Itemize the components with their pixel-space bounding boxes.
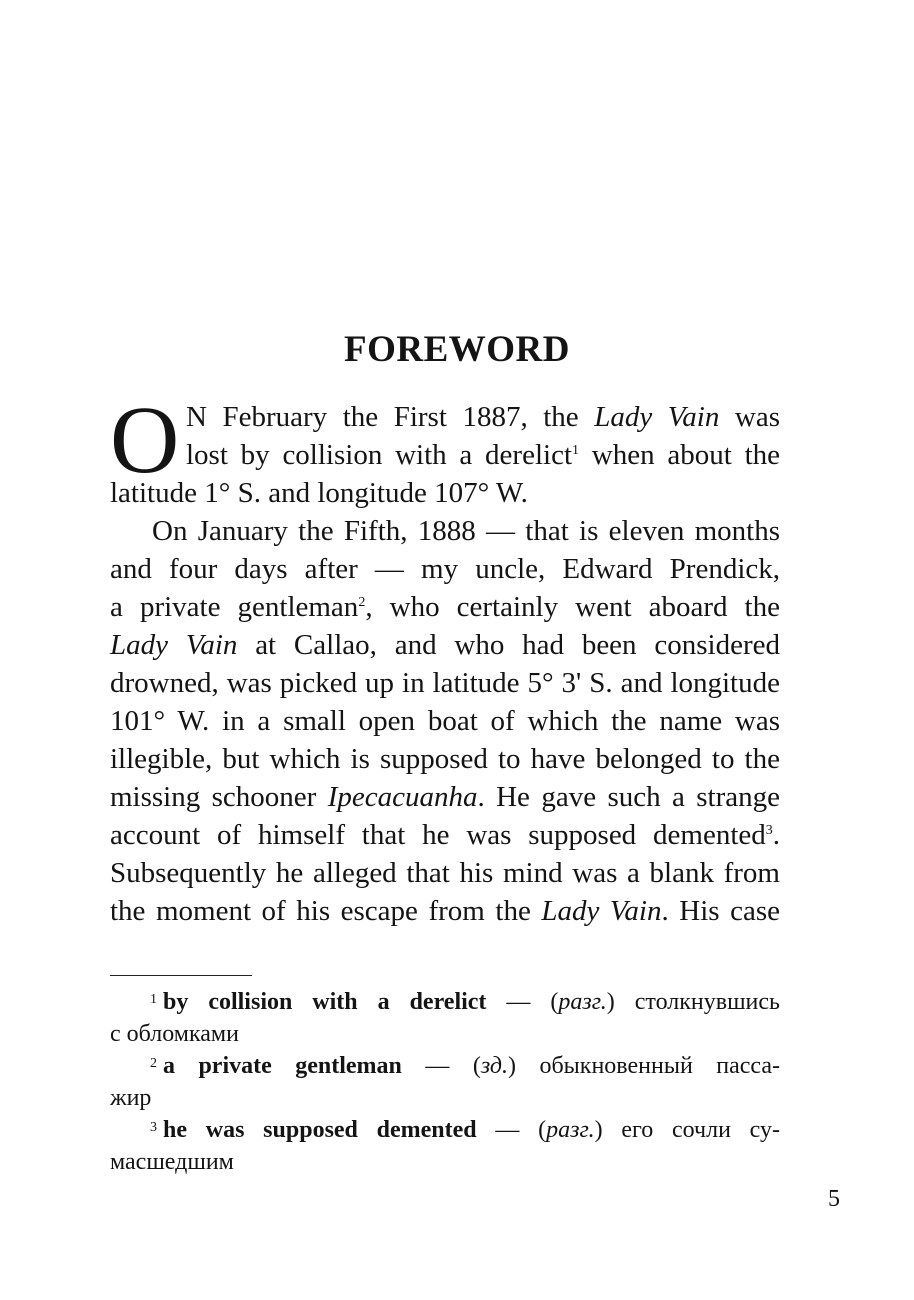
footnotes xyxy=(110,986,780,1178)
footnote-term: by collision with a derelict xyxy=(163,989,487,1015)
footnote-number: 1 xyxy=(150,992,157,1007)
footnote-line: $^1$ by collision with a derelict — (разг.) столкнувшись xyxy=(150,989,780,1015)
footnote-line: $^2$ a private gentleman — (зд.) обыкновенный пасса- xyxy=(150,1053,780,1079)
footnote-ref[interactable]: 1 xyxy=(572,443,580,458)
text-line: missing schooner Ipecacuanha. He gave such a strange xyxy=(110,781,780,813)
footnote-ref[interactable]: 2 xyxy=(358,595,366,610)
footnote-divider xyxy=(110,975,252,976)
text-line: 101° W. in a small open boat of which the name was xyxy=(110,705,780,737)
page-number: 5 xyxy=(828,1186,840,1212)
text-line: N February the First 1887, the Lady Vain was xyxy=(186,401,780,433)
text-line: drowned, was picked up in latitude 5° 3' S. and longitude xyxy=(110,667,780,699)
text-line: latitude 1° S. and longitude 107° W. xyxy=(110,477,528,509)
text-line: a private gentleman$^2$, who certainly went aboard the xyxy=(110,591,780,623)
footnote-term: a private gentleman xyxy=(163,1053,402,1079)
chapter-title: FOREWORD xyxy=(344,329,570,370)
text-line: On January the Fifth, 1888 — that is eleven months xyxy=(152,515,780,547)
footnote-line: с обломками xyxy=(110,1021,239,1047)
footnote-item xyxy=(110,1050,780,1114)
footnote-line: $^3$ he was supposed demented — (разг.) его сочли су- xyxy=(150,1117,781,1143)
footnote-term: he was supposed demented xyxy=(163,1117,477,1143)
body-text xyxy=(110,398,780,930)
footnote-line: жир xyxy=(110,1085,152,1111)
footnote-ref[interactable]: 3 xyxy=(765,823,773,838)
text-line: and four days after — my uncle, Edward Prendick, xyxy=(110,553,780,585)
footnote-number: 2 xyxy=(150,1056,157,1071)
text-line: Subsequently he alleged that his mind was a blank from xyxy=(110,857,780,889)
footnote-number: 3 xyxy=(150,1120,157,1135)
drop-cap: O xyxy=(110,386,180,493)
footnote-line: масшедшим xyxy=(110,1149,234,1175)
text-line: the moment of his escape from the Lady Vain. His case xyxy=(110,895,781,927)
text-line: Lady Vain at Callao, and who had been considered xyxy=(110,629,780,661)
text-line: lost by collision with a derelict$^1$ when about the xyxy=(186,439,780,471)
footnote-item xyxy=(110,1114,780,1178)
text-line: illegible, but which is supposed to have belonged to the xyxy=(110,743,780,775)
text-line: account of himself that he was supposed demented$^3$. xyxy=(110,819,780,851)
footnote-item xyxy=(110,986,780,1050)
